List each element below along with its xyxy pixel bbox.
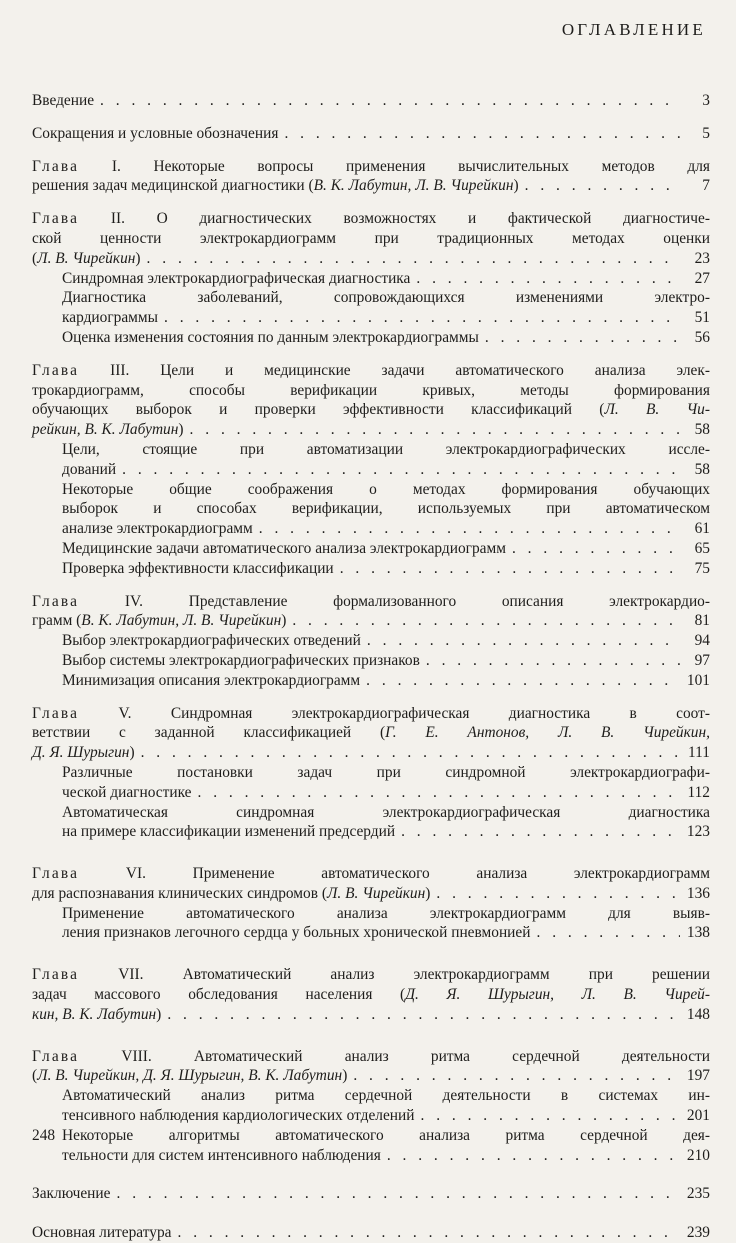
toc-entry-abbreviations[interactable] xyxy=(32,124,710,144)
page-number: 65 xyxy=(694,539,710,557)
toc-subentry[interactable]: Проверка эффективности классификации . . . 75 xyxy=(32,559,710,579)
authors: В. К. Лабутин, Л. В. Чирейкин xyxy=(313,177,514,195)
authors: Л. В. Чи- xyxy=(604,401,710,419)
entry-title: Введение xyxy=(32,92,95,109)
chapter-label: Глава xyxy=(32,966,80,984)
toc-subentry[interactable]: Выбор электрокардиографических отведений . . . 94 xyxy=(32,631,710,651)
entry-title: Сокращения и условные обозначения xyxy=(32,124,279,142)
page-number: 210 xyxy=(686,1146,710,1164)
page-number-footer: 248 xyxy=(32,1127,56,1144)
authors: Л. В. Чирейкин, Д. Я. Шурыгин, В. К. Лабутин xyxy=(37,1067,343,1085)
toc-subentry[interactable]: Цели, стоящие при автоматизации электрокардиографических иссле- дований . . . 58 xyxy=(32,440,710,480)
authors: Л. В. Чирейкин xyxy=(37,249,136,267)
toc-subentry[interactable]: Автоматический анализ ритма сердечной деятельности в системах ин- тенсивного наблюдения кардиологических отделений . . . 201 xyxy=(32,1086,710,1126)
entry-title: Заключение xyxy=(32,1185,111,1203)
toc-entry-literature[interactable] xyxy=(32,1223,710,1243)
toc-subentry[interactable]: Синдромная электрокардиографическая диагностика . . . 27 xyxy=(32,269,710,289)
page-number: 23 xyxy=(694,249,710,267)
page-number: 201 xyxy=(686,1107,710,1125)
toc-subentry[interactable]: Автоматическая синдромная электрокардиографическая диагностика на примере классификации изменений предсердий . . . 123 xyxy=(32,803,710,843)
toc-subentry[interactable]: Оценка изменения состояния по данным электрокардиограммы . . . 56 xyxy=(32,328,710,348)
toc-subentry[interactable]: Медицинские задачи автоматического анализа электрокардиограмм . . . 65 xyxy=(32,539,710,559)
page-number: 101 xyxy=(686,671,710,689)
page-number: 75 xyxy=(694,559,710,577)
page-number: 136 xyxy=(686,884,710,902)
page-number: 61 xyxy=(694,520,710,538)
authors: В. К. Лабутин, Л. В. Чирейкин xyxy=(81,612,282,630)
page-number: 94 xyxy=(694,632,710,650)
chapter-label: Глава xyxy=(32,704,80,722)
toc-subentry[interactable]: Различные постановки задач при синдромной электрокардиографи- ческой диагностике . . . 112 xyxy=(32,763,710,803)
page-number: 81 xyxy=(694,612,710,630)
authors: Г. Е. Антонов, Л. В. Чирейкин, xyxy=(385,724,710,742)
page-title: ОГЛАВЛЕНИЕ xyxy=(561,20,706,39)
page-number: 197 xyxy=(686,1067,710,1085)
chapter-label: Глава xyxy=(32,361,80,379)
authors: Д. Я. Шурыгин, Л. В. Чирей- xyxy=(405,986,710,1004)
page-number: 3 xyxy=(702,92,710,109)
toc-entry-chapter-6[interactable]: Глава VI. Применение автоматического анализа электрокардиограмм для распознавания клинических синдромов (Л. В. Чирейкин) . . . 136 xyxy=(32,864,710,904)
toc-subentry[interactable]: Некоторые алгоритмы автоматического анализа ритма сердечной дея- тельности для систем интенсивного наблюдения . . . 210 xyxy=(32,1126,710,1166)
authors: Л. В. Чирейкин xyxy=(327,884,426,902)
authors: кин, В. К. Лабутин xyxy=(32,1005,157,1023)
page-number: 138 xyxy=(686,924,710,942)
toc-entry-chapter-1[interactable]: Глава I. Некоторые вопросы применения вычислительных методов для решения задач медицинской диагностики (В. К. Лабутин, Л. В. Чирейкин) . . . 7 xyxy=(32,157,710,197)
page-number: 235 xyxy=(686,1185,710,1203)
toc-entry-conclusion[interactable] xyxy=(32,1184,710,1204)
authors: Д. Я. Шурыгин xyxy=(32,744,130,762)
chapter-label: Глава xyxy=(32,592,80,610)
page-number: 58 xyxy=(694,421,710,439)
page-number: 58 xyxy=(694,460,710,478)
chapter-label: Глава xyxy=(32,1047,80,1065)
page-number: 97 xyxy=(694,651,710,669)
chapter-label: Глава xyxy=(32,210,80,228)
toc-subentry[interactable]: Применение автоматического анализа электрокардиограмм для выяв- ления признаков легочного сердца у больных хронической пневмонией . . . 138 xyxy=(32,904,710,944)
page-number: 5 xyxy=(702,124,710,142)
page-number: 111 xyxy=(688,744,710,762)
page-number: 148 xyxy=(686,1005,710,1023)
chapter-label: Глава xyxy=(32,865,80,883)
toc-entry-chapter-7[interactable]: Глава VII. Автоматический анализ электрокардиограмм при решении задач массового обследования населения (Д. Я. Шурыгин, Л. В. Чирей- кин, В. К. Лабутин) . . . 148 xyxy=(32,965,710,1024)
toc-entry-chapter-8[interactable]: Глава VIII. Автоматический анализ ритма сердечной деятельности (Л. В. Чирейкин, Д. Я. Шурыгин, В. К. Лабутин) . . . 197 xyxy=(32,1047,710,1087)
toc-entry-introduction[interactable] xyxy=(32,91,710,111)
toc-subentry[interactable]: Диагностика заболеваний, сопровождающихся изменениями электро- кардиограммы . . . 51 xyxy=(32,288,710,328)
toc-subentry[interactable]: Выбор системы электрокардиографических признаков . . . 97 xyxy=(32,651,710,671)
page-number: 27 xyxy=(694,269,710,287)
entry-title: Основная литература xyxy=(32,1224,172,1242)
page-number: 112 xyxy=(687,783,710,801)
page-number: 123 xyxy=(686,823,710,841)
toc-entry-chapter-4[interactable]: Глава IV. Представление формализованного описания электрокардио- грамм (В. К. Лабутин, Л. В. Чирейкин) . . . 81 xyxy=(32,592,710,632)
page-number: 51 xyxy=(694,309,710,327)
toc-entry-chapter-3[interactable]: Глава III. Цели и медицинские задачи автоматического анализа элек- трокардиограмм, способы верификации кривых, методы формирования обучающих выборок и проверки эффективности классификаций (Л. В. Чи- рейкин, В. К. Лабутин) . . . 58 xyxy=(32,361,710,440)
toc-entry-chapter-5[interactable]: Глава V. Синдромная электрокардиографическая диагностика в соот- ветствии с заданной классификацией (Г. Е. Антонов, Л. В. Чирейкин, Д. Я. Шурыгин) . . . 111 xyxy=(32,704,710,763)
toc-entry-chapter-2[interactable]: Глава II. О диагностических возможностях и фактической диагностиче- ской ценности электрокардиограмм при традиционных методах оценки (Л. В. Чирейкин) . . . 23 xyxy=(32,209,710,268)
page-number: 239 xyxy=(686,1224,710,1242)
authors: рейкин, В. К. Лабутин xyxy=(32,421,179,439)
page-number: 56 xyxy=(694,328,710,346)
chapter-label: Глава xyxy=(32,157,80,175)
table-of-contents xyxy=(32,91,710,1243)
page-number: 7 xyxy=(702,177,710,195)
toc-subentry[interactable]: Минимизация описания электрокардиограмм . . . 101 xyxy=(32,671,710,691)
toc-subentry[interactable]: Некоторые общие соображения о методах формирования обучающих выборок и способах верификации, используемых при автоматическом анализе электрокардиограмм . . . 61 xyxy=(32,480,710,539)
